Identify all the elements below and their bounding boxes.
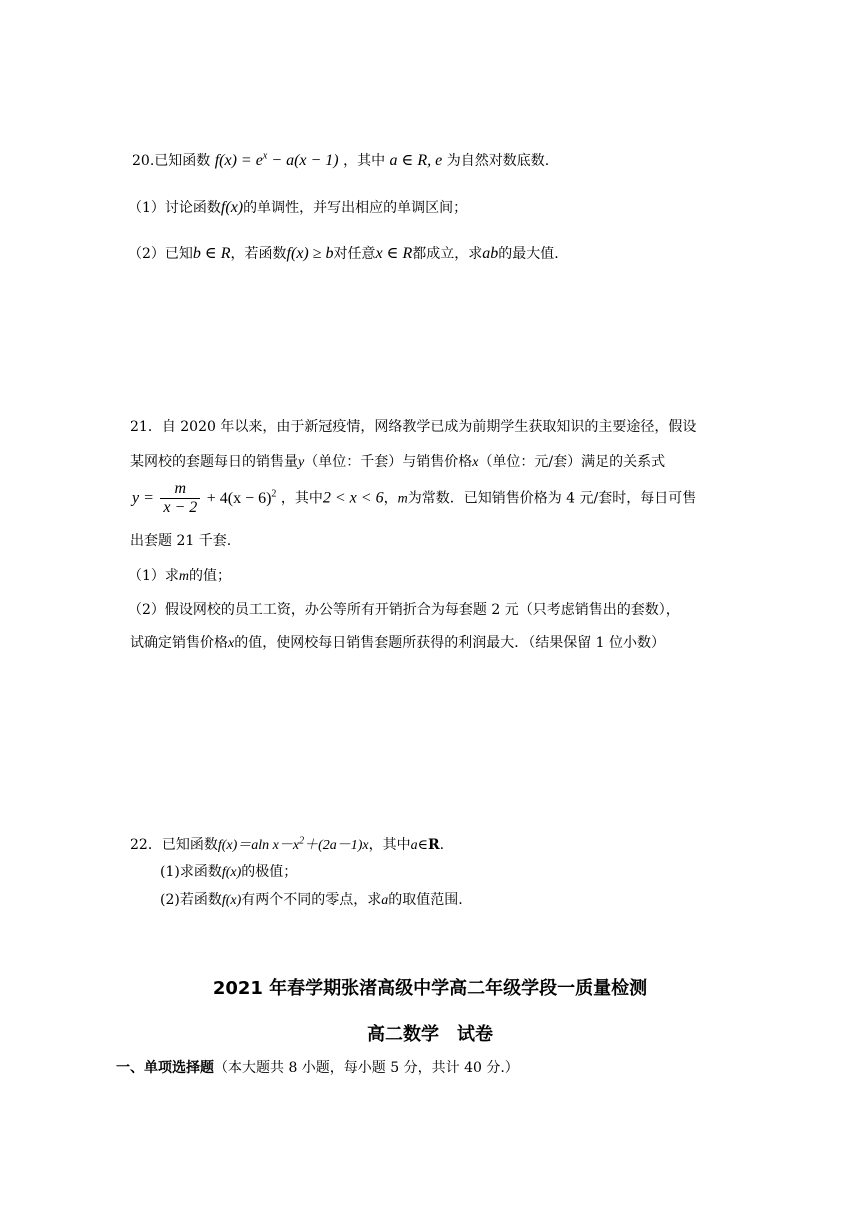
q20-part2-pre: （2）已知 [128, 246, 193, 262]
q21-part1-b: 的值； [189, 568, 232, 584]
q21-var-y: y [298, 455, 305, 470]
q22-exponent: 2 [299, 835, 305, 847]
q22-mid: ，其中 [368, 837, 411, 853]
q21-part2-line2-a: 试确定销售价格 [130, 635, 228, 651]
q20-part2-text4: 的最大值. [498, 246, 559, 262]
section-note: （本大题共 8 小题，每小题 5 分，共计 40 分.） [214, 1060, 519, 1076]
q21-formula-t2: ， [383, 490, 398, 507]
q21-line2-b: （单位：千套）与销售价格 [304, 454, 473, 470]
q20-part2 [128, 243, 559, 263]
q21-formula-rest [207, 490, 277, 507]
q20-statement [132, 150, 549, 170]
q20-part2-math4: ab [482, 245, 499, 262]
q21-fraction-numerator: m [160, 480, 200, 499]
q20-lead: 20.已知函数 [132, 153, 211, 169]
q22-function [217, 835, 369, 853]
q21-line2 [130, 451, 665, 471]
q21-formula-rest-text: + 4(x − 6) [206, 489, 272, 507]
q20-condition: a ∈ R, e [389, 152, 443, 169]
q21-part2-line1: （2）假设网校的员工工资，办公等所有开销折合为每套题 2 元（只考虑销售出的套数）， [128, 602, 680, 618]
q21-formula-m: m [397, 491, 408, 507]
q21-formula-y: y = [132, 489, 154, 507]
q21-part2-line2 [130, 632, 665, 652]
q22-part1-b: 的极值； [241, 864, 298, 880]
q20-mid: ，其中 [343, 153, 386, 169]
q20-part2-math3: x ∈ R [375, 245, 413, 262]
q21-line2-a: 某网校的套题每日的销售量 [130, 454, 298, 470]
q21-formula-line [132, 480, 696, 517]
q22-cond: a∈ [410, 838, 428, 853]
q20-part2-text1: ，若函数 [230, 246, 287, 262]
q22-part1-a: (1)求函数 [160, 864, 222, 880]
q20-part1-math: f(x) [220, 199, 244, 216]
q21-fraction-denominator: x − 2 [163, 499, 198, 516]
q22-part2 [160, 889, 463, 909]
q22-statement [130, 834, 444, 854]
q22-cond-R: R [428, 837, 440, 853]
q21-var-x: x [472, 455, 479, 470]
q21-part1-a: （1）求 [128, 568, 179, 584]
q21-part1-m: m [178, 569, 190, 584]
q22-part2-b: 有两个不同的零点，求 [241, 892, 382, 908]
q20-function [215, 152, 339, 169]
q20-part1-post: 的单调性，并写出相应的单调区间； [243, 200, 468, 216]
section-heading [116, 1057, 519, 1077]
q21-formula-cond: 2 < x < 6 [322, 489, 384, 507]
q21-formula-exp: 2 [271, 488, 277, 500]
q21-formula-t1: ，其中 [280, 490, 323, 507]
q22-part2-a-var: a [381, 893, 389, 908]
exam-school-title: 2021 年春学期张渚高级中学高二年级学段一质量检测 [212, 978, 648, 999]
exam-subject-title: 高二数学 试卷 [367, 1024, 493, 1045]
q20-tail: 为自然对数底数. [446, 153, 550, 169]
q21-part2-var-x: x [228, 636, 235, 651]
q20-exponent: x [262, 150, 268, 162]
q20-func-rest: − a(x − 1) [267, 152, 339, 169]
q20-part2-text3: 都成立，求 [412, 246, 483, 262]
q22-part1-m: f(x) [221, 865, 242, 880]
q21-part2-line2-b: 的值，使网校每日销售套题所获得的利润最大．（结果保留 1 位小数） [234, 635, 666, 651]
q22-lead: 22．已知函数 [130, 837, 218, 853]
q22-end: . [439, 837, 445, 853]
q20-part1-pre: （1）讨论函数 [128, 200, 221, 216]
q21-part1 [128, 565, 231, 585]
q21-line1: 21．自 2020 年以来，由于新冠疫情，网络教学已成为前期学生获取知识的主要途径，假设 [130, 419, 697, 435]
q21-fraction [160, 480, 200, 517]
q22-part2-m: f(x) [221, 893, 242, 908]
q20-part1 [128, 197, 467, 217]
q21-formula-t3: 为常数．已知销售价格为 4 元/套时，每日可售 [407, 490, 697, 507]
q22-part2-a: (2)若函数 [160, 892, 222, 908]
q21-line2-c: （单位：元/套）满足的关系式 [478, 454, 666, 470]
q22-func-rest: ＋(2a－1)x [304, 838, 369, 853]
q22-part1 [160, 861, 297, 881]
q20-part2-text2: 对任意 [333, 246, 376, 262]
q22-part2-c: 的取值范围. [388, 892, 463, 908]
q21-line4: 出套题 21 千套. [130, 533, 232, 549]
q22-func-base: f(x)＝aln x－x [217, 838, 300, 853]
q20-part2-math2: f(x) ≥ b [286, 245, 334, 262]
q20-part2-math1: b ∈ R [192, 245, 231, 262]
section-label: 一、单项选择题 [116, 1060, 214, 1076]
q20-func-base: f(x) = e [214, 152, 263, 169]
